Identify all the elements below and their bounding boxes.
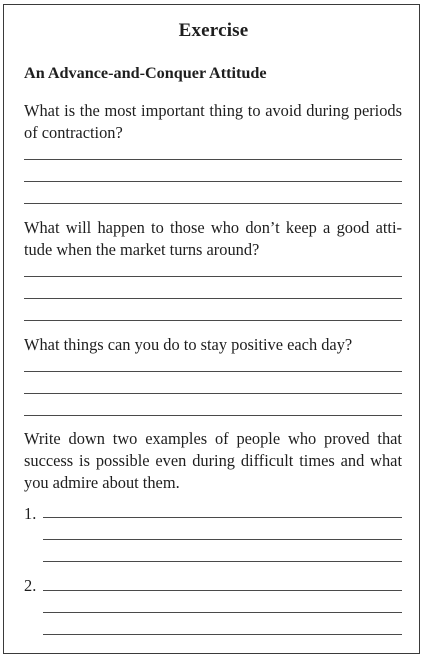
answer-line[interactable] [24, 181, 402, 182]
answer-line[interactable] [24, 415, 402, 416]
answer-line[interactable] [43, 539, 402, 540]
answer-line[interactable] [43, 634, 402, 635]
question-2: What will happen to those who don’t keep a good atti-tude when the market turns around? [24, 218, 402, 259]
answer-line[interactable] [43, 517, 402, 518]
answer-line[interactable] [24, 276, 402, 277]
answer-line[interactable] [24, 203, 402, 204]
answer-line[interactable] [24, 320, 402, 321]
answer-line[interactable] [43, 590, 402, 591]
item-number-2: 2. [24, 576, 37, 595]
question-1: What is the most important thing to avoid during periods of contraction? [24, 101, 402, 142]
answer-line[interactable] [24, 371, 402, 372]
item-number-1: 1. [24, 504, 37, 523]
answer-line[interactable] [24, 159, 402, 160]
exercise-title: Exercise [178, 20, 249, 41]
exercise-subtitle: An Advance-and-Conquer Attitude [24, 64, 267, 82]
answer-line[interactable] [24, 298, 402, 299]
answer-line[interactable] [43, 612, 402, 613]
question-4: Write down two examples of people who proved that success is possible even during difficult times and what you admire about them. [24, 429, 402, 492]
answer-line[interactable] [43, 561, 402, 562]
question-3: What things can you do to stay positive each day? [24, 335, 353, 354]
answer-line[interactable] [24, 393, 402, 394]
